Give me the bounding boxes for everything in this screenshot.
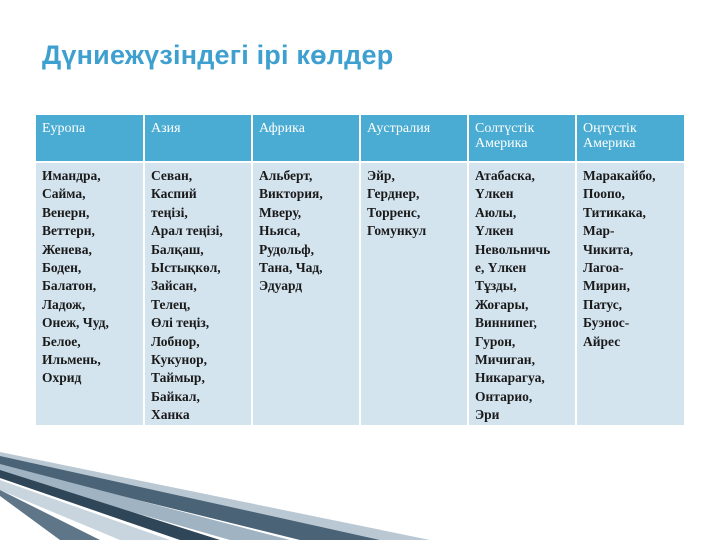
header-africa: Африка — [252, 115, 360, 162]
cell-asia-lakes — [144, 162, 252, 425]
cell-north-america-text: Атабаска, Үлкен Аюлы, Үлкен Невольничь е, Үлкен Тұзды, Жоғары, Виннипег, Гурон, Мичиган, Никарагуа, Онтарио, Эри — [475, 168, 551, 423]
cell-africa-text: Альберт, Виктория, Мверу, Ньяса, Рудольф, Тана, Чад, Эдуард — [259, 168, 323, 294]
cell-africa-lakes — [252, 162, 360, 425]
cell-south-america-text: Маракайбо, Поопо, Титикака, Мар- Чикита, Лагоа- Мирин, Патус, Буэнос- Айрес — [583, 168, 656, 349]
page-title: Дүниежүзіндегі ірі көлдер — [42, 40, 394, 70]
decorative-swoosh — [0, 440, 720, 540]
cell-australia-text: Эйр, Герднер, Торренс, Гомункул — [367, 168, 427, 239]
header-north-america: Солтүстік Америка — [468, 115, 576, 162]
cell-europe-lakes — [36, 162, 144, 425]
header-australia: Аустралия — [360, 115, 468, 162]
header-europe: Еуропа — [36, 115, 144, 162]
table-row — [36, 162, 684, 425]
cell-south-america-lakes — [576, 162, 684, 425]
cell-australia-lakes — [360, 162, 468, 425]
cell-north-america-lakes — [468, 162, 576, 425]
cell-asia-text: Севан, Каспий теңізі, Арал теңізі, Балқаш, Ыстықкөл, Зайсан, Телец, Өлі теңіз, Лобнор, Кукунор, Таймыр, Байкал, Ханка — [151, 168, 223, 423]
cell-europe-text: Имандра, Сайма, Венерн, Веттерн, Женева, Боден, Балатон, Ладож, Онеж, Чуд, Белое, Ильмень, Охрид — [42, 168, 109, 386]
lakes-table — [36, 115, 684, 425]
header-asia: Азия — [144, 115, 252, 162]
table-header-row — [36, 115, 684, 162]
header-south-america: Оңтүстік Америка — [576, 115, 684, 162]
